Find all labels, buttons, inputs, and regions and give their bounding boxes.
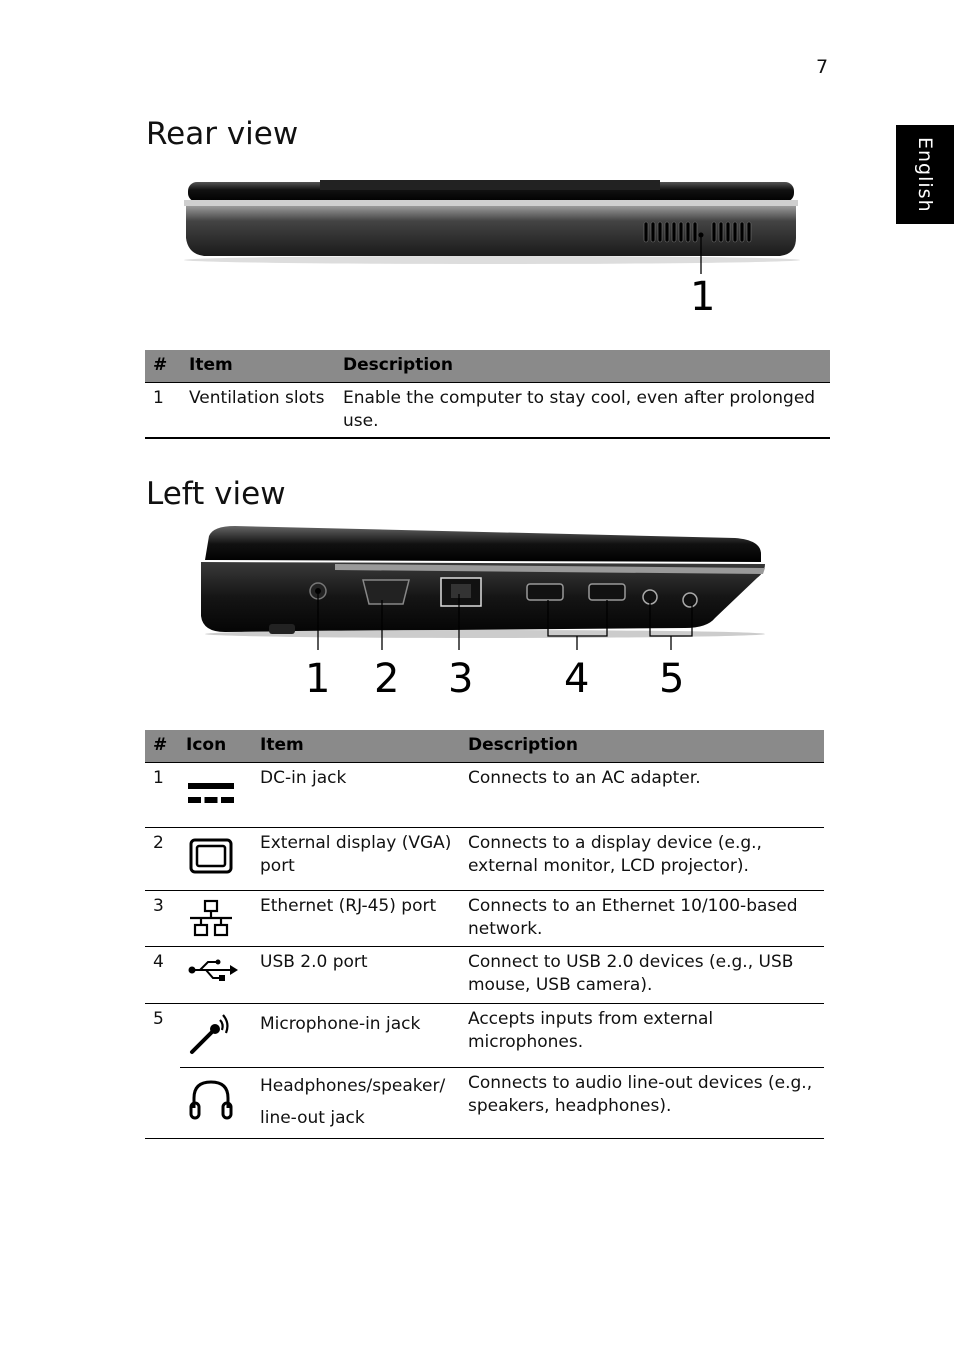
row-description: Connects to audio line-out devices (e.g., speakers, headphones).: [462, 1067, 824, 1138]
rear-callout-1: 1: [690, 274, 716, 320]
row-description: Connects to an AC adapter.: [462, 762, 824, 827]
row-description: Connects to an Ethernet 10/100-based network.: [462, 890, 824, 946]
microphone-icon: [186, 1010, 236, 1058]
table-row: [145, 827, 824, 890]
row-number: [145, 1067, 180, 1138]
rear-view-table: [145, 350, 830, 439]
left-callout-1: 1: [305, 656, 331, 702]
rear-view-title: Rear view: [146, 116, 299, 152]
row-number: 1: [145, 382, 183, 438]
row-item: Ventilation slots: [183, 382, 337, 438]
row-item: DC-in jack: [254, 762, 462, 827]
row-item-line-2: line-out jack: [260, 1107, 365, 1128]
row-item-line-1: Headphones/speaker/: [260, 1075, 446, 1096]
row-description: Connects to a display device (e.g., external monitor, LCD projector).: [462, 827, 824, 890]
row-number: 2: [145, 827, 180, 890]
row-item: [254, 1067, 462, 1138]
row-item: Microphone-in jack: [254, 1003, 462, 1067]
page-number: 7: [816, 56, 829, 78]
vga-display-icon: [186, 836, 236, 876]
col-header-description: Description: [462, 730, 824, 762]
row-description: Connect to USB 2.0 devices (e.g., USB mouse, USB camera).: [462, 946, 824, 1003]
ethernet-icon: [186, 899, 236, 941]
row-description: Enable the computer to stay cool, even after prolonged use.: [337, 382, 830, 438]
language-tab-label: English: [914, 136, 936, 213]
row-number: 1: [145, 762, 180, 827]
left-callout-5: 5: [659, 656, 685, 702]
row-item: USB 2.0 port: [254, 946, 462, 1003]
col-header-description: Description: [337, 350, 830, 382]
row-number: 3: [145, 890, 180, 946]
table-row: [145, 1003, 824, 1067]
row-description: Accepts inputs from external microphones.: [462, 1003, 824, 1067]
row-number: 5: [153, 1008, 164, 1029]
table-row: [145, 946, 824, 1003]
row-item: Ethernet (RJ-45) port: [254, 890, 462, 946]
headphones-icon: [186, 1076, 236, 1124]
table-row: [145, 762, 824, 827]
left-callout-3: 3: [448, 656, 474, 702]
col-header-number: #: [145, 350, 183, 382]
col-header-item: Item: [183, 350, 337, 382]
rear-view-laptop-image: [180, 176, 810, 276]
left-view-table: [145, 730, 824, 1139]
table-row: [145, 1067, 824, 1138]
row-number: 4: [145, 946, 180, 1003]
col-header-number: #: [145, 730, 180, 762]
dc-in-icon: [186, 777, 236, 811]
table-row: [145, 890, 824, 946]
col-header-item: Item: [254, 730, 462, 762]
left-callout-2: 2: [374, 656, 400, 702]
row-item: External display (VGA) port: [254, 827, 462, 890]
col-header-icon: Icon: [180, 730, 254, 762]
table-row: [145, 382, 830, 438]
usb-icon: [186, 955, 238, 985]
left-view-laptop-image: [195, 520, 770, 650]
left-view-title: Left view: [146, 476, 286, 512]
left-callout-4: 4: [564, 656, 590, 702]
language-tab: [896, 125, 954, 224]
